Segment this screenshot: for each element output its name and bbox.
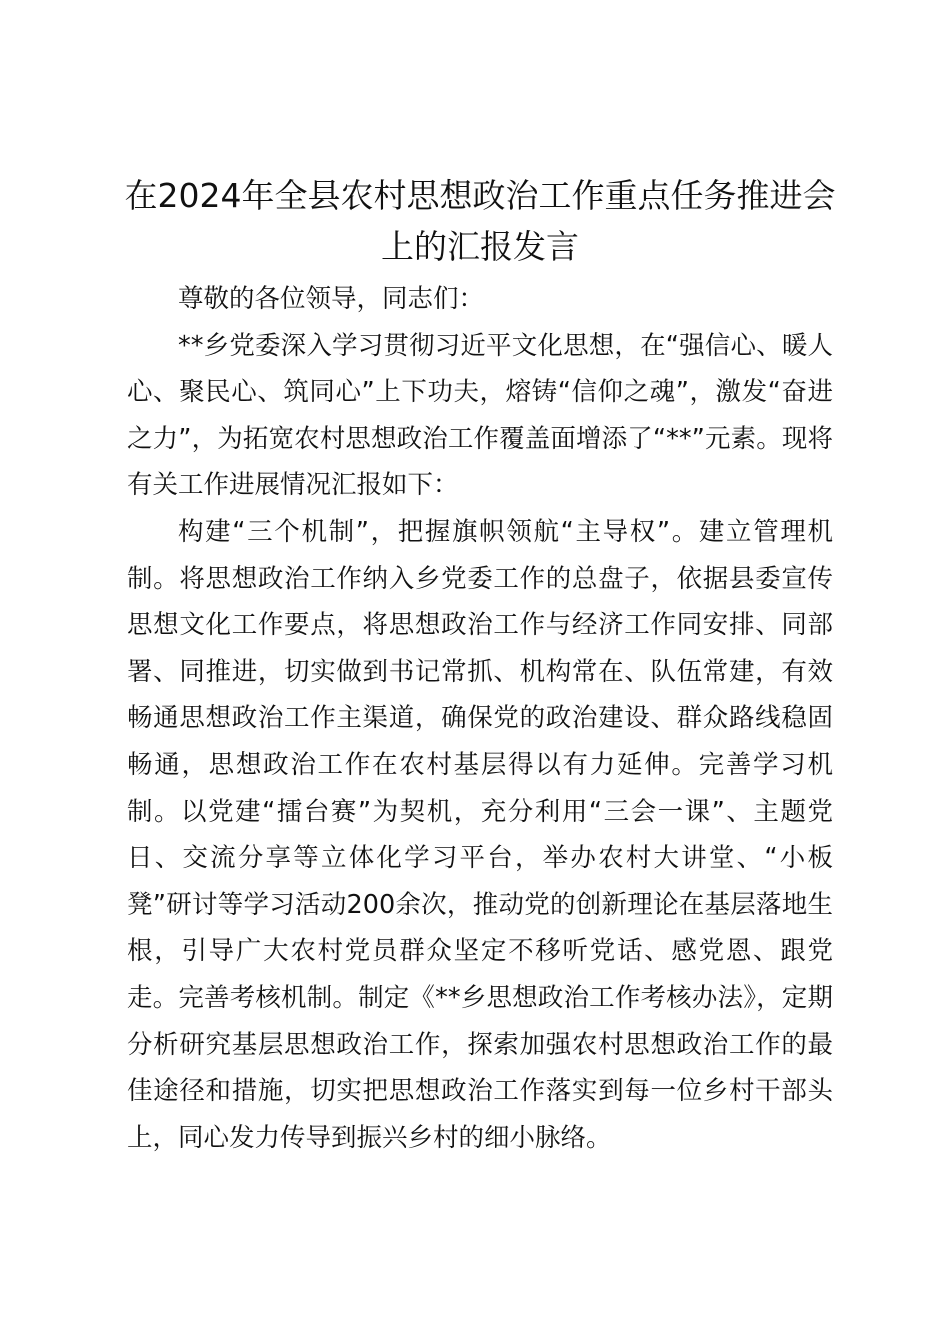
- paragraph-intro: **乡党委深入学习贯彻习近平文化思想，在“强信心、暖人心、聚民心、筑同心”上下功夫，熔铸“信仰之魂”，激发“奋进之力”，为拓宽农村思想政治工作覆盖面增添了“**”元素。现将有关工作进展情况汇报如下：: [127, 330, 833, 501]
- paragraph-three-mechanisms: 构建“三个机制”，把握旗帜领航“主导权”。建立管理机制。将思想政治工作纳入乡党委工作的总盘子，依据县委宣传思想文化工作要点，将思想政治工作与经济工作同安排、同部署、同推进，切实做到书记常抓、机构常在、队伍常建，有效畅通思想政治工作主渠道，确保党的政治建设、群众路线稳固畅通，思想政治工作在农村基层得以有力延伸。完善学习机制。以党建“擂台赛”为契机，充分利用“三会一课”、主题党日、交流分享等立体化学习平台，举办农村大讲堂、“小板凳”研讨等学习活动200余次，推动党的创新理论在基层落地生根，引导广大农村党员群众坚定不移听党话、感党恩、跟党走。完善考核机制。制定《**乡思想政治工作考核办法》，定期分析研究基层思想政治工作，探索加强农村思想政治工作的最佳途径和措施，切实把思想政治工作落实到每一位乡村干部头上，同心发力传导到振兴乡村的细小脉络。: [127, 516, 833, 1153]
- document-body: [127, 276, 833, 1161]
- paragraph-salutation: 尊敬的各位领导，同志们：: [178, 284, 485, 314]
- document-title: 在2024年全县农村思想政治工作重点任务推进会上的汇报发言: [124, 176, 836, 266]
